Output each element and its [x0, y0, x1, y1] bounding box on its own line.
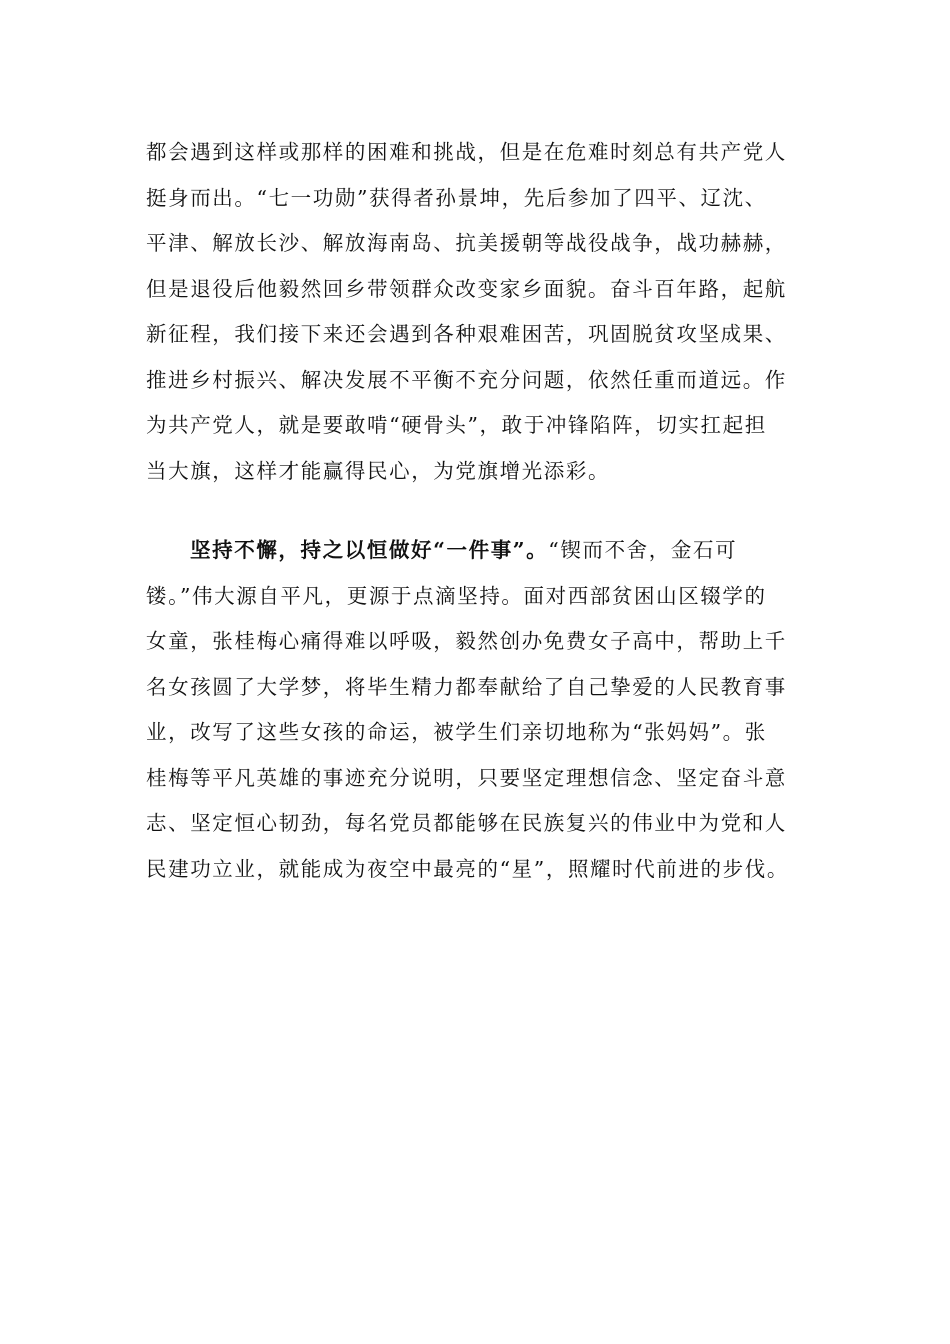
- paragraph-1-line: 推进乡村振兴、解决发展不平衡不充分问题，依然任重而道远。作: [146, 367, 787, 392]
- paragraph-2-heading: 坚持不懈，持之以恒做好“一件事”。: [190, 538, 549, 562]
- paragraph-1-line: 新征程，我们接下来还会遇到各种艰难困苦，巩固脱贫攻坚成果、: [146, 322, 787, 346]
- paragraph-2-line: 业，改写了这些女孩的命运，被学生们亲切地称为“张妈妈”。张: [146, 720, 767, 744]
- paragraph-1-line: 为共产党人，就是要敢啃“硬骨头”，敢于冲锋陷阵，切实扛起担: [146, 413, 767, 437]
- paragraph-1-line: 平津、解放长沙、解放海南岛、抗美援朝等战役战争，战功赫赫，: [146, 231, 787, 255]
- paragraph-1: [146, 130, 806, 494]
- paragraph-1-line: 挺身而出。“七一功勋”获得者孙景坤，先后参加了四平、辽沈、: [146, 185, 767, 210]
- paragraph-1-line: 都会遇到这样或那样的困难和挑战，但是在危难时刻总有共产党人: [146, 140, 787, 164]
- paragraph-2-line: 名女孩圆了大学梦，将毕生精力都奉献给了自己挚爱的人民教育事: [146, 674, 787, 699]
- paragraph-2-first-line-rest: “锲而不舍，金石可: [548, 538, 738, 562]
- paragraph-1-line: 但是退役后他毅然回乡带领群众改变家乡面貌。奋斗百年路，起航: [146, 276, 787, 301]
- paragraph-2-line: 民建功立业，就能成为夜空中最亮的“星”，照耀时代前进的步伐。: [146, 856, 789, 881]
- paragraph-1-line: 当大旗，这样才能赢得民心，为党旗增光添彩。: [146, 458, 611, 483]
- paragraph-2-line: 女童，张桂梅心痛得难以呼吸，毅然创办免费女子高中，帮助上千: [146, 629, 787, 653]
- paragraph-2-line: 桂梅等平凡英雄的事迹充分说明，只要坚定理想信念、坚定奋斗意: [146, 765, 787, 790]
- paragraph-2-first-line: [146, 528, 806, 574]
- paragraph-2-line: 志、坚定恒心韧劲，每名党员都能够在民族复兴的伟业中为党和人: [146, 811, 787, 835]
- paragraph-2-line: 镂。”伟大源自平凡，更源于点滴坚持。面对西部贫困山区辍学的: [146, 583, 767, 608]
- paragraph-2: [146, 528, 806, 892]
